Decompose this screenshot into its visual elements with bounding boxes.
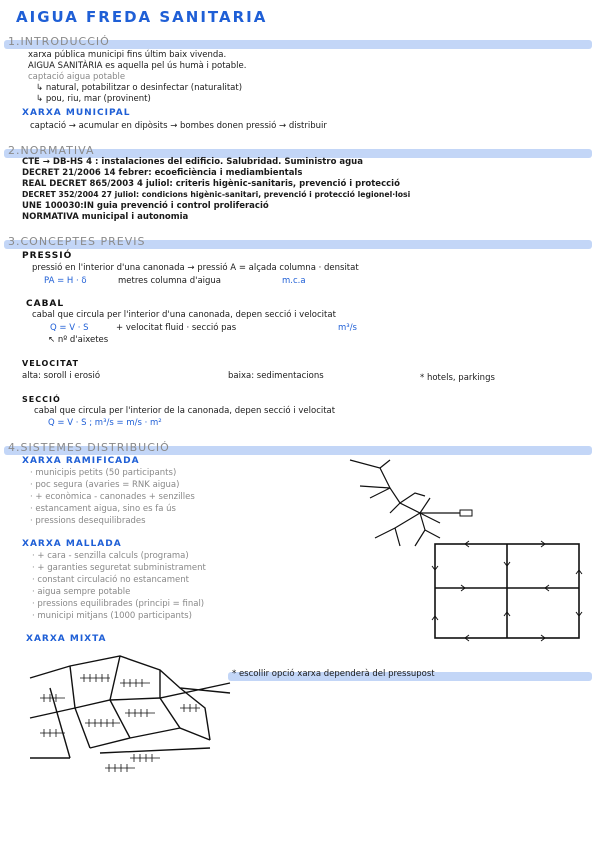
- mixta-note: * escollir opció xarxa dependerà del pressupost: [232, 669, 435, 679]
- mallada-item-1: · + cara - senzilla calculs (programa): [32, 551, 189, 561]
- page-title: AIGUA FREDA SANITARIA: [16, 8, 268, 26]
- mallada-item-6: · municipi mitjans (1000 participants): [32, 611, 192, 621]
- intro-line-1: xarxa pública municipi fins últim baix vivenda.: [28, 50, 227, 60]
- intro-line-3: captació aigua potable: [28, 72, 126, 82]
- mallada-item-2: · + garanties seguretat subministrament: [32, 563, 206, 573]
- velocitat-label: VELOCITAT: [22, 359, 79, 368]
- normativa-line-5: UNE 100030:IN guia prevenció i control proliferació: [22, 201, 269, 211]
- pressio-label: PRESSIÓ: [22, 251, 73, 261]
- cabal-label: CABAL: [26, 299, 65, 309]
- normativa-line-4: DECRET 352/2004 27 juliol: condicions higènic-sanitari, prevenció i protecció legionel·losi: [22, 190, 411, 199]
- cabal-unit: m³/s: [338, 323, 357, 333]
- seccio-label: SECCIÓ: [22, 395, 61, 404]
- normativa-line-3: REAL DECRET 865/2003 4 juliol: criteris higènic-sanitaris, prevenció i protecció: [22, 179, 400, 189]
- ramificada-label: XARXA RAMIFICADA: [22, 456, 140, 466]
- meshed-network-diagram: [425, 540, 585, 646]
- normativa-line-6: NORMATIVA municipal i autonomia: [22, 212, 189, 222]
- mixed-network-diagram: [30, 648, 250, 778]
- section-heading-normativa: 2.NORMATIVA: [8, 144, 95, 157]
- cabal-formula: Q = V · S: [50, 323, 89, 333]
- mallada-item-5: · pressions equilibrades (principi = final): [32, 599, 205, 609]
- intro-line-4: ↳ natural, potabilitzar o desinfectar (naturalitat): [36, 83, 243, 93]
- cabal-line: cabal que circula per l'interior d'una canonada, depen secció i velocitat: [32, 310, 336, 320]
- mallada-item-4: · aigua sempre potable: [32, 587, 131, 597]
- ramificada-item-3: · + econòmica - canonades + senzilles: [30, 492, 195, 502]
- section-heading-sistemes: 4.SISTEMES DISTRIBUCIÓ: [8, 441, 170, 454]
- normativa-line-1: CTE → DB-HS 4 : instalaciones del edificio. Salubridad. Suministro agua: [22, 157, 363, 167]
- cabal-note: ↖ nº d'aixetes: [48, 335, 109, 345]
- mallada-item-3: · constant circulació no estancament: [32, 575, 189, 585]
- pressio-unit: m.c.a: [282, 276, 306, 286]
- ramificada-item-1: · municipis petits (50 participants): [30, 468, 177, 478]
- pressio-rest: metres columna d'aigua: [118, 276, 222, 286]
- intro-line-2: AIGUA SANITÀRIA es aquella pel ús humà i potable.: [28, 61, 247, 71]
- velocitat-baixa: baixa: sedimentacions: [228, 371, 324, 381]
- cabal-rest: + velocitat fluid · secció pas: [116, 323, 237, 333]
- intro-line-5: ↳ pou, riu, mar (provinent): [36, 94, 151, 104]
- ramificada-item-2: · poc segura (avaries = RNK aigua): [30, 480, 180, 490]
- velocitat-alta: alta: soroll i erosió: [22, 371, 101, 381]
- section-heading-conceptes: 3.CONCEPTES PREVIS: [8, 235, 146, 248]
- pressio-line: pressió en l'interior d'una canonada → pressió A = alçada columna · densitat: [32, 263, 359, 273]
- mixta-label: XARXA MIXTA: [26, 634, 107, 644]
- section-heading-intro: 1.INTRODUCCIÓ: [8, 35, 110, 48]
- xarxa-municipal-label: XARXA MUNICIPAL: [22, 108, 131, 118]
- seccio-formula: Q = V · S ; m³/s = m/s · m²: [48, 418, 162, 428]
- ramificada-item-5: · pressions desequilibrades: [30, 516, 146, 526]
- mallada-label: XARXA MALLADA: [22, 539, 122, 549]
- pressio-formula: PA = H · δ: [44, 276, 87, 286]
- normativa-line-2: DECRET 21/2006 14 febrer: ecoeficiència i mediambientals: [22, 168, 303, 178]
- velocitat-hotels: * hotels, parkings: [420, 373, 495, 383]
- xarxa-municipal-line: captació → acumular en dipòsits → bombes donen pressió → distribuir: [30, 121, 327, 131]
- seccio-line: cabal que circula per l'interior de la canonada, depen secció i velocitat: [34, 406, 336, 416]
- ramificada-item-4: · estancament aigua, sino es fa ús: [30, 504, 176, 514]
